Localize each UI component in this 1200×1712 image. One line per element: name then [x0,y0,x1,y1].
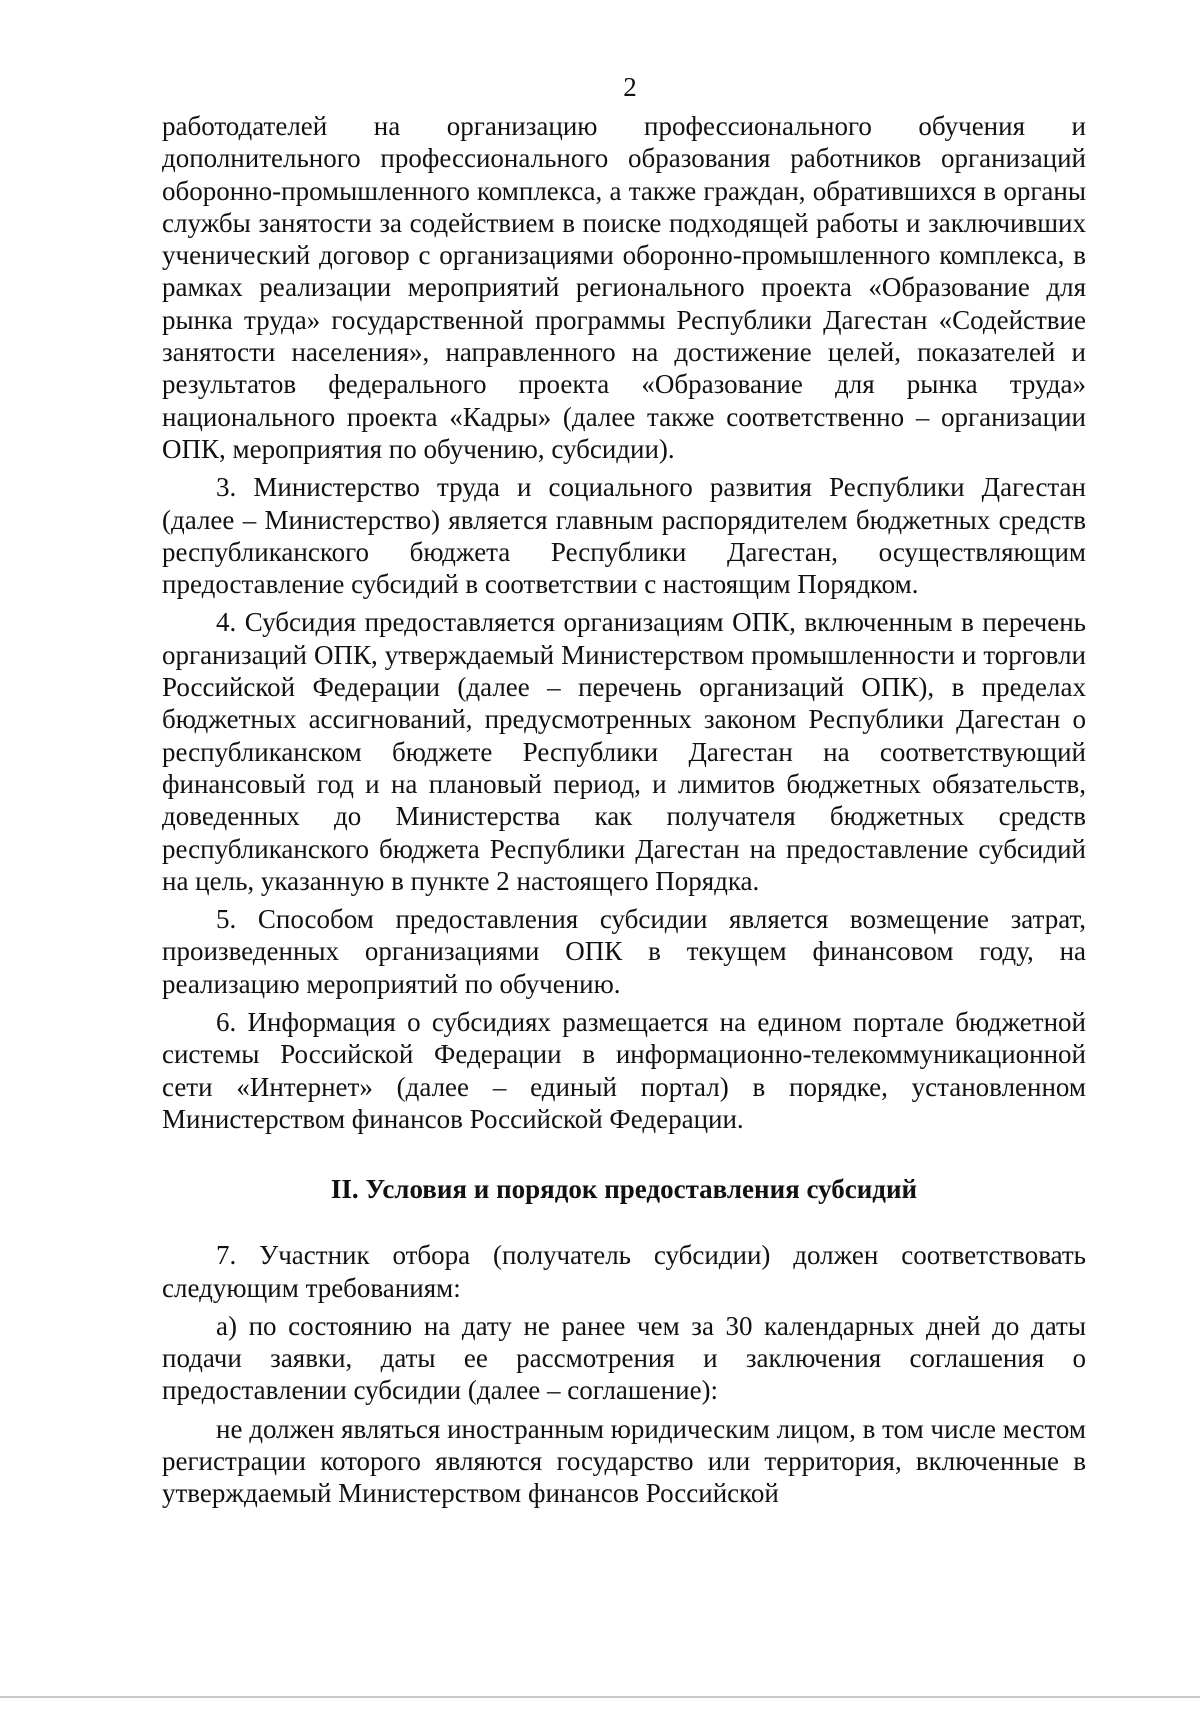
section-heading: II. Условия и порядок предоставления субсидий [330,1174,918,1205]
paragraph-item-4: 4. Субсидия предоставляется организациям ОПК, включенным в перечень организаций ОПК, утверждаемый Министерством промышленности и торговли Российской Федерации (далее – перечень организаций ОПК), в пределах бюджетных ассигнований, предусмотренных законом Республики Дагестан о республиканском бюджете Республики Дагестан на соответствующий финансовый год и на плановый период, и лимитов бюджетных обязательств, доведенных до Министерства как получателя бюджетных средств республиканского бюджета Республики Дагестан на предоставление субсидий на цель, указанную в пункте 2 настоящего Порядка. [162,607,1086,896]
paragraph-subitem-a: а) по состоянию на дату не ранее чем за 30 календарных дней до даты подачи заявки, даты ее рассмотрения и заключения соглашения о предоставлении субсидии (далее – соглашение): [162,1310,1086,1406]
paragraph-item-3: 3. Министерство труда и социального развития Республики Дагестан (далее – Министерство) является главным распорядителем бюджетных средств республиканского бюджета Республики Дагестан, осуществляющим предоставление субсидий в соответствии с настоящим Порядком. [162,472,1086,600]
scan-edge-line [0,1696,1200,1698]
paragraph-item-6: 6. Информация о субсидиях размещается на едином портале бюджетной системы Российской Федерации в информационно-телекоммуникационной сети «Интернет» (далее – единый портал) в порядке, установленном Министерством финансов Российской Федерации. [162,1007,1086,1134]
paragraph-item-5: 5. Способом предоставления субсидии является возмещение затрат, произведенных организациями ОПК в текущем финансовом году, на реализацию мероприятий по обучению. [162,904,1086,999]
paragraph-item-7: 7. Участник отбора (получатель субсидии) должен соответствовать следующим требованиям: [162,1240,1086,1303]
page-number: 2 [623,72,637,102]
document-body [162,110,1086,1516]
paragraph-requirement: не должен являться иностранным юридическим лицом, в том числе местом регистрации которого являются государство или территория, включенные в утверждаемый Министерством финансов Российской [162,1413,1086,1509]
paragraph-continuation: работодателей на организацию профессионального обучения и дополнительного профессионального образования работников организаций оборонно-промышленного комплекса, а также граждан, обратившихся в органы службы занятости за содействием в поиске подходящей работы и заключивших ученический договор с организациями оборонно-промышленного комплекса, в рамках реализации мероприятий регионального проекта «Образование для рынка труда» государственной программы Республики Дагестан «Содействие занятости населения», направленного на достижение целей, показателей и результатов федерального проекта «Образование для рынка труда» национального проекта «Кадры» (далее также соответственно – организации ОПК, мероприятия по обучению, субсидии). [162,111,1086,464]
